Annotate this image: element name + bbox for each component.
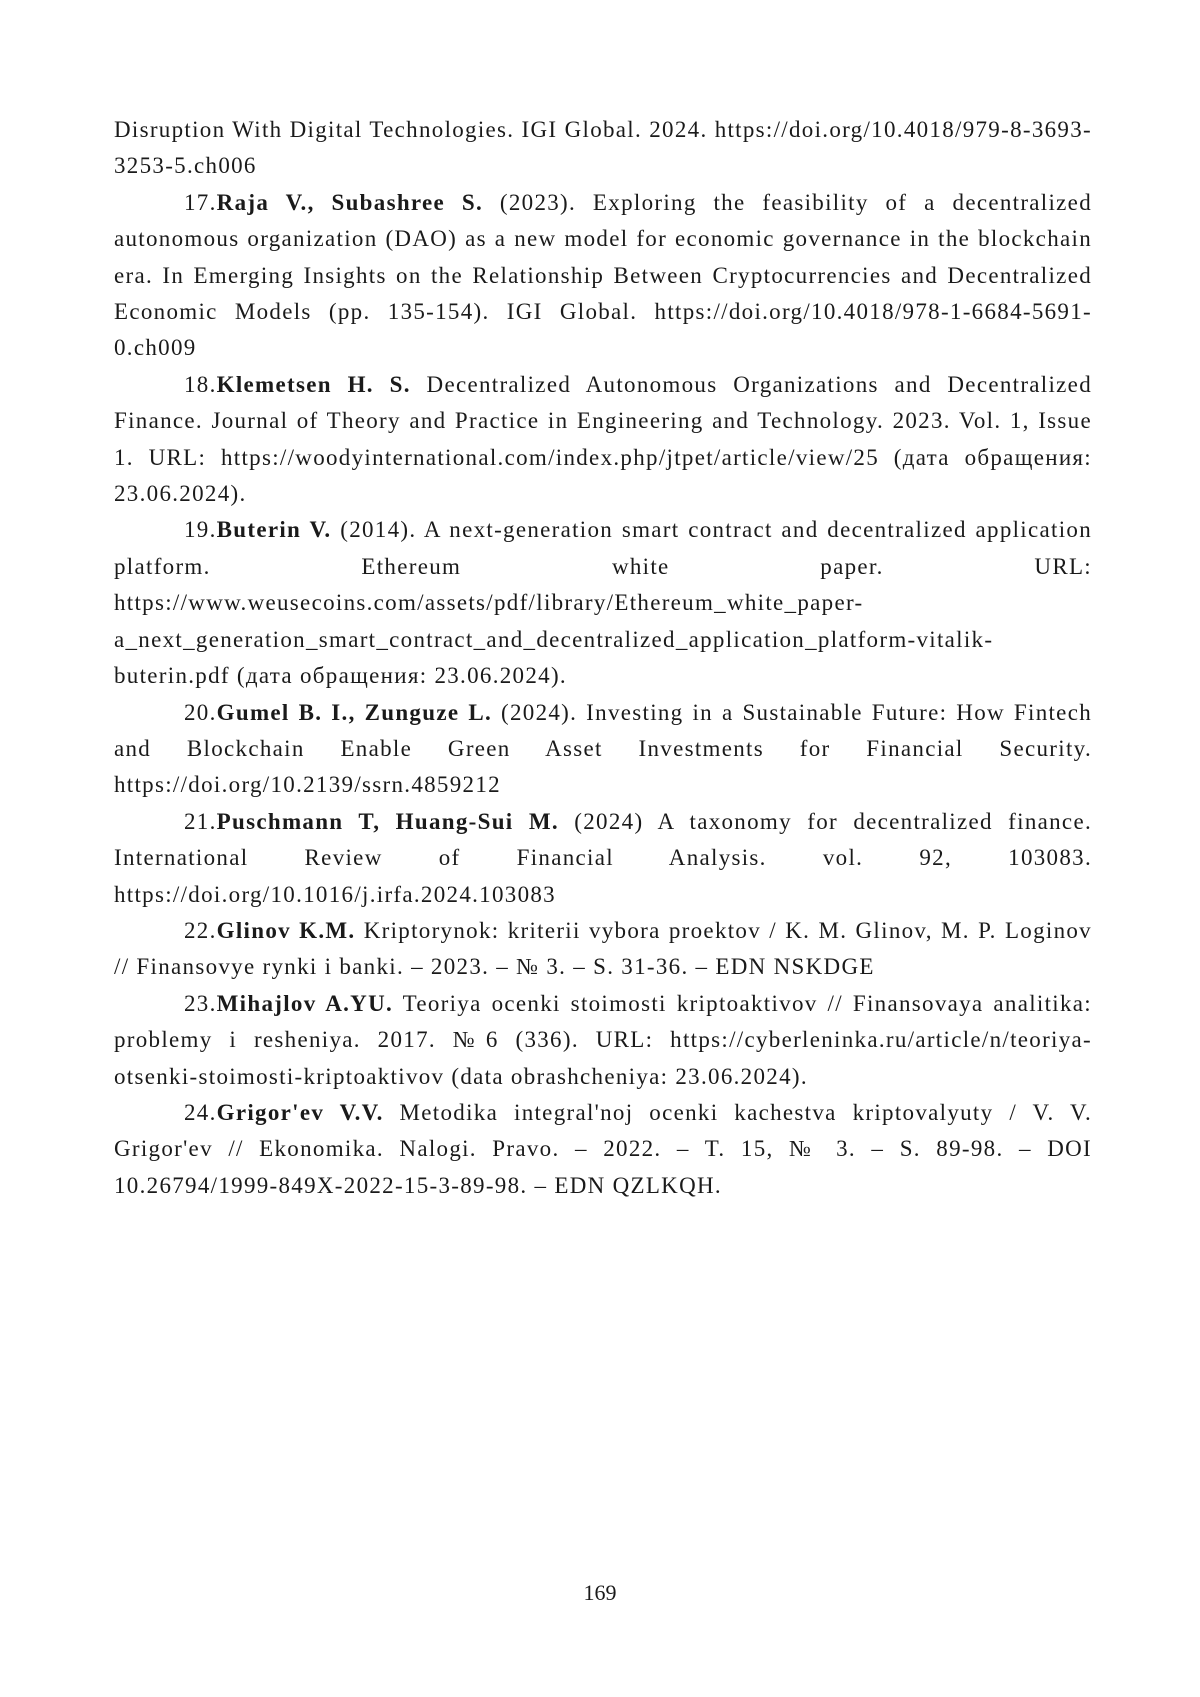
reference-continuation: Disruption With Digital Technologies. IGI Global. 2024. https://doi.org/10.4018/979-8-3693-3253-5.ch006 [114,117,1092,179]
reference-author: Mihajlov A.YU. [216,990,394,1016]
reference-number: 21. [184,808,217,834]
reference-number: 24. [184,1099,217,1125]
reference-text: (2024) A taxonomy for decentralized finance. International Review of Financial Analysis. vol. 92, 103083. https://doi.org/10.1016/j.irfa.2024.103083 [114,808,1092,907]
reference-text: Teoriya ocenki stoimosti kriptoaktivov // Finansovaya analitika: problemy i resheniya. 2017. №6 (336). URL: https://cyberleninka.ru/article/n/teoriya-otsenki-stoimosti-kriptoaktivov (data obrashcheniya: 23.06.2024). [114,990,1092,1089]
reference-number: 17. [184,189,217,215]
reference-text: (2024). Investing in a Sustainable Future: How Fintech and Blockchain Enable Green Asset Investments for Financial Security. https://doi.org/10.2139/ssrn.4859212 [114,699,1093,798]
reference-author: Grigor'ev V.V. [216,1099,384,1125]
reference-entry-17 [114,185,1092,367]
reference-entry-20 [114,695,1092,804]
reference-author: Glinov K.M. [216,917,356,943]
reference-number: 19. [184,517,217,543]
reference-number: 23. [184,990,217,1016]
reference-author: Gumel B. I., Zunguze L. [216,699,493,725]
reference-text: (2023). Exploring the feasibility of a decentralized autonomous organization (DAO) as a new model for economic governance in the blockchain era. In Emerging Insights on the Relationship Between Cryptocurrencies and Decentralized Economic Models (pp. 135-154). IGI Global. https://doi.org/10.4018/978-1-6684-5691-0.ch009 [114,189,1092,361]
reference-number: 22. [184,917,217,943]
page-number: 169 [583,1580,617,1605]
reference-text: Kriptorynok: kriterii vybora proektov / K. M. Glinov, M. P. Loginov // Finansovye rynki i banki. – 2023. – № 3. – S. 31-36. – EDN NSKDGE [114,917,1092,980]
reference-number: 20. [184,699,217,725]
reference-text: Metodika integral'noj ocenki kachestva kriptovalyuty / V. V. Grigor'ev // Ekonomika. Nalogi. Pravo. – 2022. – T. 15, № 3. – S. 89-98. – DOI 10.26794/1999-849X-2022-15-3-89-98. – EDN QZLKQH. [114,1099,1092,1198]
reference-text: (2014). A next-generation smart contract and decentralized application platform. Ethereum white paper. URL: https://www.weusecoins.com/assets/pdf/library/Ethereum_white_paper-a_next_generation_smart_contract_and_decentralized_application_platform-vitalik-buterin.pdf (дата обращения: 23.06.2024). [114,517,1092,689]
reference-author: Klemetsen H. S. [216,371,411,397]
reference-author: Raja V., Subashree S. [216,189,484,215]
reference-author: Puschmann T, Huang-Sui M. [216,808,559,834]
reference-entry-23 [114,986,1092,1095]
reference-entry-24 [114,1095,1092,1204]
reference-entry-19 [114,512,1092,694]
reference-text: Decentralized Autonomous Organizations and Decentralized Finance. Journal of Theory and Practice in Engineering and Technology. 2023. Vol. 1, Issue 1. URL: https://woodyinternational.com/index.php/jtpet/article/view/25 (дата обращения: 23.06.2024). [114,371,1092,507]
reference-author: Buterin V. [216,517,332,543]
reference-number: 18. [184,371,217,397]
reference-entry-18 [114,367,1092,513]
reference-entry-22 [114,913,1092,986]
reference-list [114,112,1092,1204]
reference-entry-21 [114,804,1092,913]
